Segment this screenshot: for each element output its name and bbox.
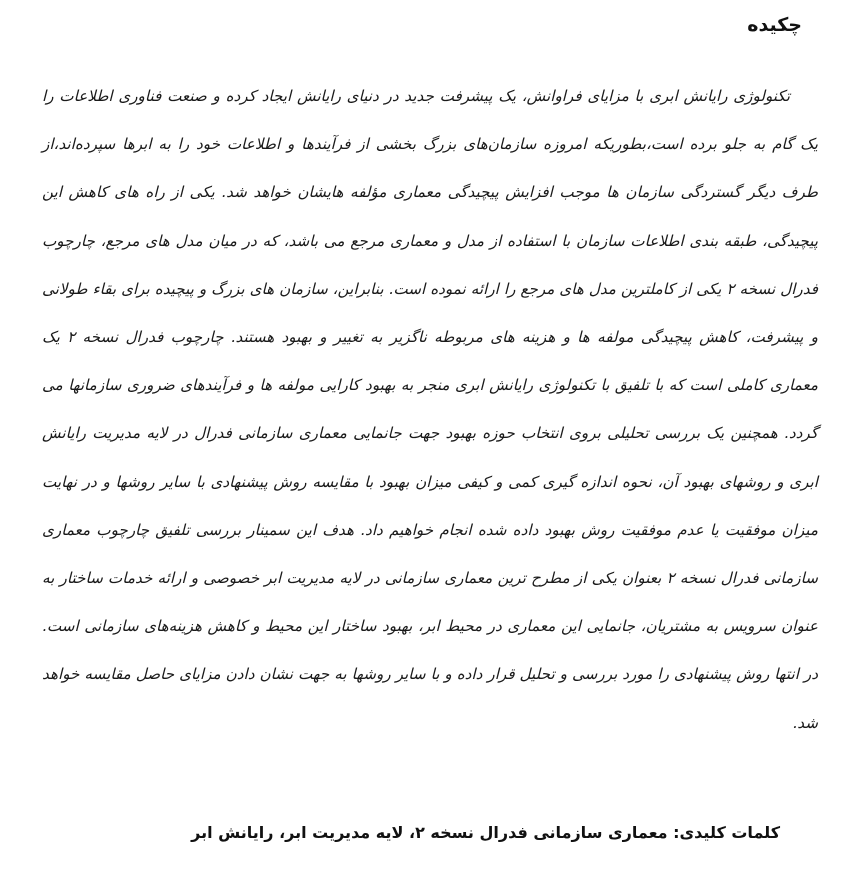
- abstract-heading: چکیده: [747, 14, 802, 36]
- keywords-line: کلمات کلیدی: معماری سازمانی فدرال نسخه ۲، لایه مدیریت ابر، رایانش ابر: [191, 823, 780, 842]
- abstract-text: تکنولوژی رایانش ابری با مزایای فراوانش، یک پیشرفت جدید در دنیای رایانش ایجاد کرده و صنعت فناوری اطلاعات را یک گام به جلو برده است،بطوریکه امروزه سازمان‌های بزرگ بخشی از فرآیندها و اطلاعات خود را به ابرها سپرده‌اند،از طرف دیگر گستردگی سازمان ها موجب افزایش پیچیدگی معماری مؤلفه هایشان خواهد شد. یکی از راه های کاهش این پیچیدگی، طبقه بندی اطلاعات سازمان با استفاده از مدل و معماری مرجع می باشد، که در میان مدل های مرجع، چارچوب فدرال نسخه ۲ یکی از کاملترین مدل های مرجع را ارائه نموده است. بنابراین، سازمان های بزرگ و پیچیده برای بقاء طولانی و پیشرفت، کاهش پیچیدگی مولفه ها و هزینه های مربوطه ناگزیر به تغییر و بهبود هستند. چارچوب فدرال نسخه ۲ یک معماری کاملی است که با تلفیق با تکنولوژی رایانش ابری منجر به بهبود کارایی مولفه ها و فرآیندهای ضروری سازمانها می گردد. همچنین یک بررسی تحلیلی بروی انتخاب حوزه بهبود جهت جانمایی معماری سازمانی فدرال در لایه مدیریت رایانش ابری و روشهای بهبود آن، نحوه اندازه گیری کمی و کیفی میزان بهبود با مقایسه روش پیشنهادی با سایر روشها و در نهایت میزان موفقیت یا عدم موفقیت روش بهبود داده شده انجام خواهیم داد. هدف این سمینار بررسی تلفیق چارچوب معماری سازمانی فدرال نسخه ۲ بعنوان یکی از مطرح ترین معماری سازمانی در لایه مدیریت ابر خصوصی و ارائه خدمات ساختار به عنوان سرویس به مشتریان، جانمایی این معماری در محیط ابر، بهبود ساختار این محیط و کاهش هزینه‌های سازمانی است. در انتها روش پیشنهادی را مورد بررسی و تحلیل قرار داده و با سایر روشها به جهت نشان دادن مزایای حاصل مقایسه خواهد شد.: [42, 87, 818, 732]
